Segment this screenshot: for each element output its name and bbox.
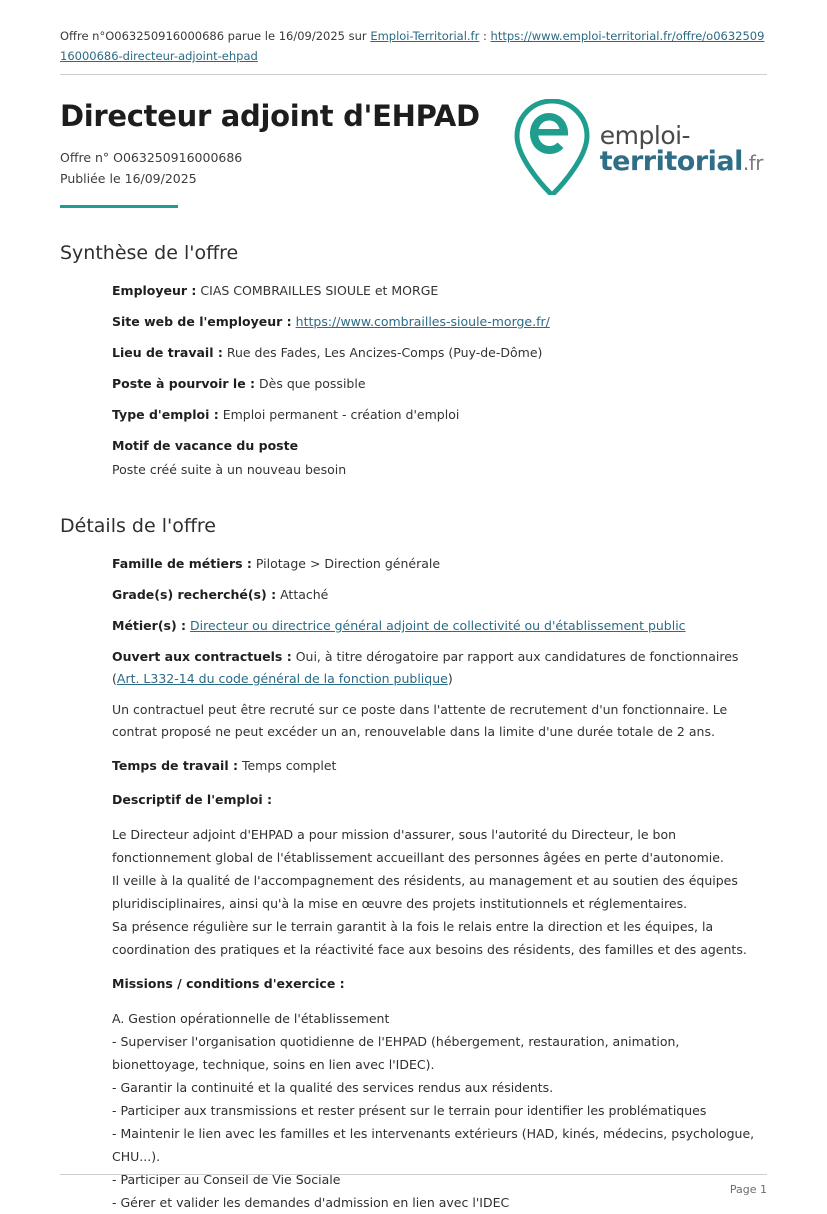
field-lieu	[112, 342, 767, 364]
contractuels-note: Un contractuel peut être recruté sur ce poste dans l'attente de recrutement d'un fonctionnaire. Le contrat proposé ne peut excéder un an, renouvelable dans la limite d'une durée totale de 2 ans.	[112, 702, 728, 739]
field-grade-value: Attaché	[280, 587, 329, 602]
title-accent-rule	[60, 205, 178, 208]
section-synthese-body	[60, 280, 767, 481]
descriptif-emploi-label: Descriptif de l'emploi :	[112, 792, 272, 807]
field-motif-vacance-value: Poste créé suite à un nouveau besoin	[112, 462, 347, 477]
offer-url-link[interactable]: https://www.emploi-territorial.fr/offre/o063250916000686-directeur-adjoint-ehpad	[60, 29, 765, 63]
provenance-prefix: Offre n°O063250916000686 parue le 16/09/2025 sur	[60, 29, 371, 43]
field-poste-a-pourvoir-value: Dès que possible	[259, 376, 366, 391]
field-metier-label: Métier(s) :	[112, 618, 187, 633]
page-number: Page 1	[729, 1183, 767, 1196]
missions-item-4: - Maintenir le lien avec les familles et les intervenants extérieurs (HAD, kinés, médecins, psychologue, CHU...).	[112, 1126, 755, 1164]
missions-item-1: - Superviser l'organisation quotidienne de l'EHPAD (hébergement, restauration, animation, bionettoyage, technique, soins en lien avec l'IDEC).	[112, 1034, 680, 1072]
descriptif-paragraph-1: Le Directeur adjoint d'EHPAD a pour mission d'assurer, sous l'autorité du Directeur, le bon fonctionnement global de l'établissement accueillant des personnes âgées en perte d'autonomie.	[112, 827, 724, 865]
field-type-emploi-value: Emploi permanent - création d'emploi	[222, 407, 460, 422]
field-descriptif-label	[112, 789, 767, 811]
field-temps-travail	[112, 755, 767, 777]
section-title-synthese: Synthèse de l'offre	[60, 242, 239, 264]
section-title-details: Détails de l'offre	[60, 515, 216, 537]
emploi-territorial-logo	[514, 99, 763, 199]
field-site-web	[112, 311, 767, 333]
missions-heading: A. Gestion opérationnelle de l'établissement	[112, 1011, 390, 1026]
published-date: Publiée le 16/09/2025	[60, 171, 197, 186]
field-site-web-link[interactable]: https://www.combrailles-sioule-morge.fr/	[295, 314, 550, 329]
field-motif-vacance	[112, 435, 767, 457]
source-link[interactable]: Emploi-Territorial.fr	[370, 29, 480, 43]
article-loi-link[interactable]: Art. L332-14 du code général de la fonction publique	[116, 671, 448, 686]
field-temps-travail-label: Temps de travail :	[112, 758, 238, 773]
field-grade	[112, 584, 767, 606]
field-ouvert-contractuels-value: Oui, à titre dérogatoire par rapport aux candidatures de fonctionnaires (	[112, 649, 739, 686]
field-site-web-label: Site web de l'employeur :	[112, 314, 292, 329]
provenance-line	[60, 26, 767, 75]
field-metier-link[interactable]: Directeur ou directrice général adjoint de collectivité ou d'établissement public	[190, 618, 686, 633]
field-employeur-label: Employeur :	[112, 283, 197, 298]
field-famille-metiers	[112, 553, 767, 575]
field-lieu-value: Rue des Fades, Les Ancizes-Comps (Puy-de-Dôme)	[226, 345, 543, 360]
field-grade-label: Grade(s) recherché(s) :	[112, 587, 277, 602]
emploi-territorial-pin-icon	[514, 99, 590, 199]
field-poste-a-pourvoir-label: Poste à pourvoir le :	[112, 376, 256, 391]
missions-item-5: - Participer au Conseil de Vie Sociale	[112, 1172, 341, 1187]
field-employeur-value: CIAS COMBRAILLES SIOULE et MORGE	[200, 283, 439, 298]
logo-line-1: emploi-	[599, 121, 691, 150]
field-famille-metiers-label: Famille de métiers :	[112, 556, 252, 571]
descriptif-paragraph-2: Il veille à la qualité de l'accompagnement des résidents, au management et au soutien des équipes pluridisciplinaires, ainsi qu'à la mise en œuvre des projets institutionnels et réglementaires.	[112, 873, 738, 911]
field-employeur	[112, 280, 767, 302]
field-ouvert-contractuels	[112, 646, 767, 690]
missions-item-3: - Participer aux transmissions et rester présent sur le terrain pour identifier les problématiques	[112, 1103, 707, 1118]
missions-item-2: - Garantir la continuité et la qualité des services rendus aux résidents.	[112, 1080, 554, 1095]
missions-item-6: - Gérer et valider les demandes d'admission en lien avec l'IDEC	[112, 1195, 510, 1210]
page-footer	[60, 1174, 767, 1196]
field-metier	[112, 615, 767, 637]
field-type-emploi	[112, 404, 767, 426]
field-lieu-label: Lieu de travail :	[112, 345, 223, 360]
field-temps-travail-value: Temps complet	[241, 758, 337, 773]
field-ouvert-contractuels-label: Ouvert aux contractuels :	[112, 649, 292, 664]
field-ouvert-contractuels-value-end: )	[447, 671, 453, 686]
title-block	[60, 97, 480, 208]
page-title: Directeur adjoint d'EHPAD	[60, 99, 480, 133]
descriptif-paragraph-3: Sa présence régulière sur le terrain garantit à la fois le relais entre la direction et les équipes, la coordination des pratiques et la réactivité face aux besoins des résidents, des familles et des agents.	[112, 919, 747, 957]
provenance-separator: :	[479, 29, 491, 43]
title-row	[60, 97, 767, 208]
missions-conditions-label: Missions / conditions d'exercice :	[112, 976, 345, 991]
offer-number: Offre n° O063250916000686	[60, 150, 243, 165]
logo-wordmark	[600, 123, 763, 175]
section-details-body	[60, 553, 767, 1214]
logo-line-2	[600, 148, 763, 175]
logo-tld: .fr	[742, 151, 763, 175]
logo-line-2-main: territorial	[599, 146, 743, 177]
field-type-emploi-label: Type d'emploi :	[112, 407, 219, 422]
field-famille-metiers-value: Pilotage > Direction générale	[255, 556, 441, 571]
field-poste-a-pourvoir	[112, 373, 767, 395]
field-missions-label	[112, 973, 767, 995]
field-motif-vacance-label: Motif de vacance du poste	[112, 438, 299, 453]
